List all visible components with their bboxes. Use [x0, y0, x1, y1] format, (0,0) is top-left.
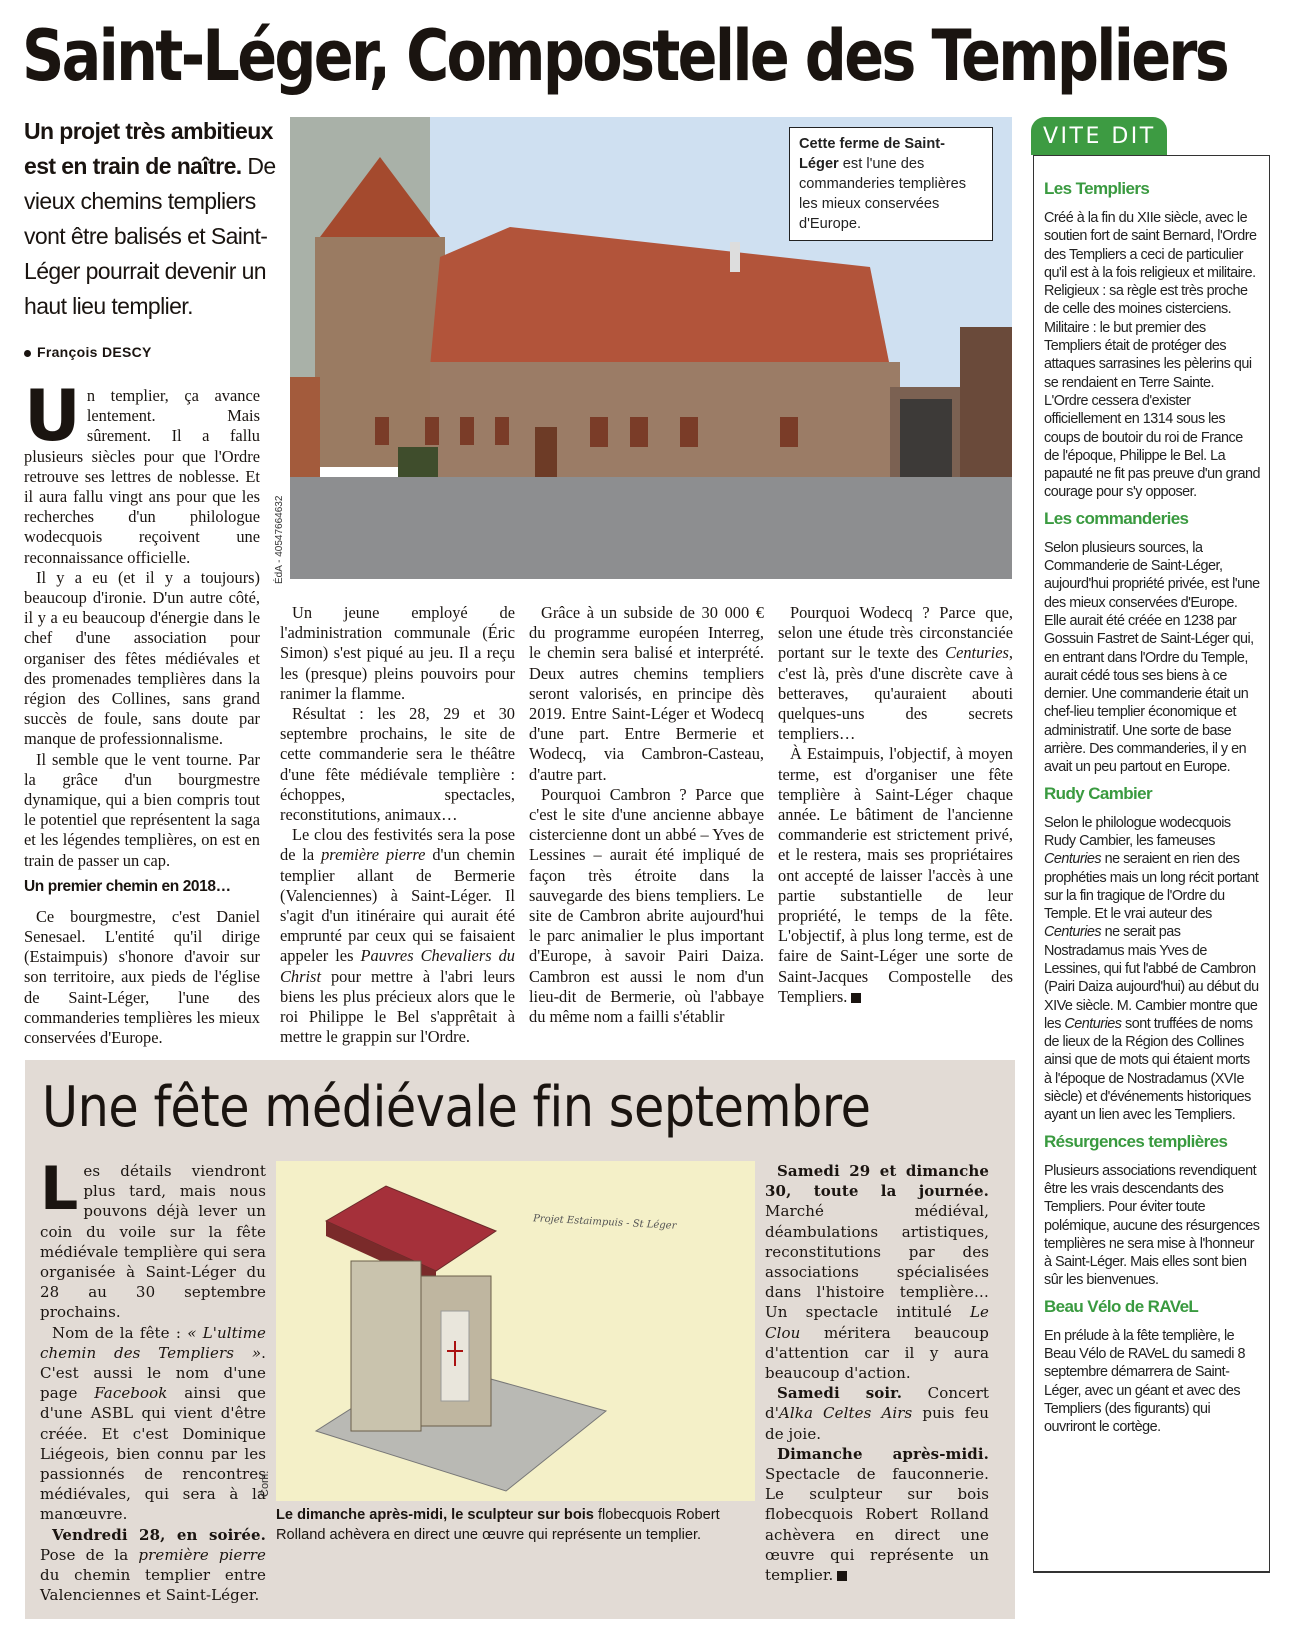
festival-box: [25, 1060, 1015, 1619]
photo-caption-rest: est l'une des commanderies templières les mieux conservées d'Europe.: [799, 156, 967, 232]
drawing-caption: [276, 1506, 746, 1545]
article-paragraph: Pourquoi Wodecq ? Parce que, selon une étude très circonstanciée portant sur le texte des Centuries, c'est là, près d'une discrète cave à betteraves, qu'auraient abouti quelques-uns des secrets templiers…: [778, 603, 1013, 744]
photo-caption-bold: Cette ferme de Saint-Léger: [799, 136, 945, 172]
sidebar-section-title: Les commanderies: [1044, 508, 1189, 528]
festival-paragraph: Les détails viendront plus tard, mais nous pouvons déjà lever un coin du voile sur la fête médiévale templière qui sera organisée à Saint-Léger du 28 au 30 septembre prochains.: [40, 1154, 266, 1322]
article-column-1: [24, 375, 260, 1048]
article-subhead: Un premier chemin en 2018…: [24, 877, 231, 895]
sidebar-tab-vite-dit: VITE DIT: [1031, 117, 1167, 155]
article-paragraph: Un jeune employé de l'administration communale (Éric Simon) s'est piqué au jeu. Il a reçu les (presque) pleins pouvoirs pour ranimer la flamme.: [280, 603, 515, 703]
sidebar-section-text: Selon le philologue wodecquois Rudy Cambier, les fameuses Centuries ne seraient en rien des prophéties mais un long récit portant sur la fin tragique de l'Ordre du Temple. Et le vrai auteur des Centuries ne serait pas Nostradamus mais Yves de Lessines, qui fut l'abbé de Cambron (Pairi Daiza aujourd'hui) au début du XIVe siècle. M. Cambier montre que les Centuries sont truffées de noms de lieux de la Région des Collines ainsi que de mots qui étaient morts à l'époque de Nostradamus (XVIe siècle) et d'événements historiques ayant un lien avec les Templiers.: [1044, 814, 1259, 1124]
article-intro: [24, 114, 280, 324]
shrine-sketch-illustration: [276, 1161, 755, 1501]
author-name: François DESCY: [37, 344, 152, 360]
sidebar-section-title: Rudy Cambier: [1044, 783, 1153, 803]
sidebar-section-text: Plusieurs associations revendiquent être les vrais descendants des Templiers. Pour éviter toute polémique, aucune des résurgences templières ne sera mise à l'honneur à Saint-Léger. Mais elles sont bien sûr les bienvenues.: [1044, 1162, 1260, 1289]
festival-paragraph: Dimanche après-midi. Spectacle de fauconnerie. Le sculpteur sur bois flobecquois Robert Rolland achèvera en direct une œuvre qui représente un templier.: [765, 1444, 989, 1585]
drawing-caption-bold: Le dimanche après-midi, le sculpteur sur bois: [276, 1507, 594, 1523]
festival-paragraph: Vendredi 28, en soirée. Pose de la première pierre du chemin templier entre Valenciennes et Saint-Léger.: [40, 1525, 266, 1605]
end-mark-icon: [837, 1571, 847, 1581]
sidebar-section-text: En prélude à la fête templière, le Beau Vélo de RAVeL du samedi 8 septembre démarrera de Saint-Léger, avec un géant et avec des Templiers (des figurants) qui ouvriront le cortège.: [1044, 1327, 1246, 1436]
article-paragraph: Il y a eu (et il y a toujours) beaucoup d'ironie. D'un autre côté, il y a eu beaucoup d'énergie dans le chef d'une association pour organiser des fêtes médiévales et des promenades templières dans la région des Collines, sans grand succès de foule, sans doute par manque de professionnalisme.: [24, 567, 260, 749]
festival-box-title: Une fête médiévale fin septembre: [42, 1075, 871, 1140]
festival-paragraph: Samedi 29 et dimanche 30, toute la journée. Marché médiéval, déambulations artistiques, reconstitutions par des associations spécialisées dans l'histoire templière… Un spectacle intitulé Le Clou méritera beaucoup d'attention car il y aura beaucoup d'action.: [765, 1162, 989, 1383]
article-paragraph: Ce bourgmestre, c'est Daniel Senesael. L'entité qu'il dirige (Estaimpuis) s'honore d'avoir sur son territoire, aux pieds de l'église de Saint-Léger, l'une des commanderies templières les mieux conservées d'Europe.: [24, 906, 260, 1048]
sidebar-vite-dit: [1033, 155, 1270, 1573]
drawing-credit: Com.: [259, 1470, 271, 1497]
festival-paragraph: Nom de la fête : « L'ultime chemin des Templiers ». C'est aussi le nom d'une page Facebook ainsi que d'une ASBL qui vient d'être créée. Et c'est Dominique Liégeois, bien connu par les passionnés de rencontres médiévales, qui sera à la manœuvre.: [40, 1323, 266, 1524]
intro-lead-bold: Un projet très ambitieux est en train de naître.: [24, 118, 273, 179]
sculpture-drawing: [276, 1161, 755, 1501]
sidebar-section-text: Créé à la fin du XIIe siècle, avec le soutien fort de saint Bernard, l'Ordre des Templiers a ceci de particulier qu'il est à la fois religieux et militaire. Religieux : sa règle est très proche de celle des moines cisterciens. Militaire : le but premier des Templiers était de protéger des attaques sarrasines les pèlerins qui se rendaient en Terre Sainte. L'Ordre cessera d'exister officiellement en 1314 sous les coups de boutoir du roi de France de l'époque, Philippe le Bel. La papauté ne fit pas preuve d'un grand courage pour s'y opposer.: [1044, 210, 1260, 501]
headline: Saint-Léger, Compostelle des Templiers: [22, 15, 1228, 97]
article-paragraph: Un templier, ça avance lentement. Mais sûrement. Il a fallu plusieurs siècles pour que l'Ordre retrouve ses lettres de noblesse. Et il aura fallu vingt ans pour que les recherches d'un philologue wodecquois reçoivent une reconnaissance officielle.: [24, 375, 260, 567]
festival-paragraph: Samedi soir. Concert d'Alka Celtes Airs puis feu de joie.: [765, 1384, 989, 1443]
intro-lead-rest: De vieux chemins templiers vont être balisés et Saint-Léger pourrait devenir un haut lieu templier.: [24, 153, 276, 319]
article-paragraph: Il semble que le vent tourne. Par la grâce d'un bourgmestre dynamique, qui a bien compris tout le potentiel que représentent la saga et les légendes templières, on est en train de passer un cap.: [24, 749, 260, 870]
sketch-label: Projet Estaimpuis - St Léger: [532, 1213, 677, 1232]
photo-credit: ÉdA - 40547664632: [274, 495, 285, 584]
sidebar-section-text: Selon plusieurs sources, la Commanderie de Saint-Léger, aujourd'hui propriété privée, est l'une des mieux conservées d'Europe. Elle aurait été créée en 1238 par Gossuin Fastret de Saint-Léger qui, en entrant dans l'Ordre du Temple, aurait cédé tous ses biens à ce dernier. Une commanderie était un chef-lieu templier économique et administratif. Une sorte de base arrière. Des commanderies, il y en avait un peu partout en Europe.: [1044, 539, 1260, 776]
article-paragraph: Le clou des festivités sera la pose de la première pierre d'un chemin templier allant de Bermerie (Valenciennes) à Saint-Léger. Il s'agit d'un itinéraire qui aurait été emprunté par ceux qui se faisaient appeler les Pauvres Chevaliers du Christ pour mettre à l'abri leurs biens les plus précieux alors que le roi Philippe le Bel s'apprêtait à mettre le grappin sur l'Ordre.: [280, 825, 516, 1047]
sidebar-section-title: Résurgences templières: [1044, 1131, 1228, 1151]
drawing-caption-rest: flobecquois Robert Rolland achèvera en direct une œuvre qui représente un templier.: [276, 1507, 720, 1543]
dropcap: U: [24, 375, 81, 457]
article-columns-flow: [280, 603, 1013, 1047]
festival-column-1: [40, 1154, 266, 1605]
dropcap: L: [40, 1154, 79, 1224]
sidebar-section-title: Les Templiers: [1044, 179, 1150, 198]
article-paragraph: Pourquoi Cambron ? Parce que c'est le site d'une ancienne abbaye cistercienne dont un abbé – Yves de Lessines – aurait été impliqué de façon très étroite dans la sauvegarde des biens templiers. Le site de Cambron abrite aujourd'hui le parc animalier le plus important d'Europe, à savoir Pairi Daiza. Cambron est aussi le nom d'un lieu-dit de Bermerie, où l'abbaye du même nom a failli s'établir: [529, 784, 764, 1027]
article-paragraph: Résultat : les 28, 29 et 30 septembre prochains, le site de cette commanderie sera le théâtre d'une fête médiévale templière : échoppes, spectacles, reconstitutions, animaux…: [280, 704, 515, 825]
festival-box-body: [25, 1154, 1015, 1619]
bullet-icon: [24, 350, 31, 357]
festival-drawing-block: [259, 1161, 755, 1605]
photo-caption: [789, 127, 993, 241]
article-paragraph: À Estaimpuis, l'objectif, à moyen terme, est d'organiser une fête templière à Saint-Léger chaque année. Le bâtiment de l'ancienne commanderie est strictement privé, et le restera, mais ses propriétaires ont accepté de laisser l'accès à une partie substantielle de leur propriété, le temps de la fête. L'objectif, à plus long terme, est de faire de Saint-Léger une sorte de Saint-Jacques Compostelle des Templiers.: [778, 744, 1013, 1006]
byline: [24, 344, 152, 360]
article-paragraph: Grâce à un subside de 30 000 € du programme européen Interreg, le chemin sera balisé et interprété. Deux autres chemins templiers seront valorisés, en principe dès 2019. Entre Saint-Léger et Wodecq d'une part. Entre Bermerie et Wodecq, via Cambron-Casteau, d'autre part.: [529, 603, 764, 784]
sidebar-section-title: Beau Vélo de RAVeL: [1044, 1296, 1199, 1316]
festival-column-2: [765, 1161, 989, 1605]
end-mark-icon: [851, 993, 861, 1003]
